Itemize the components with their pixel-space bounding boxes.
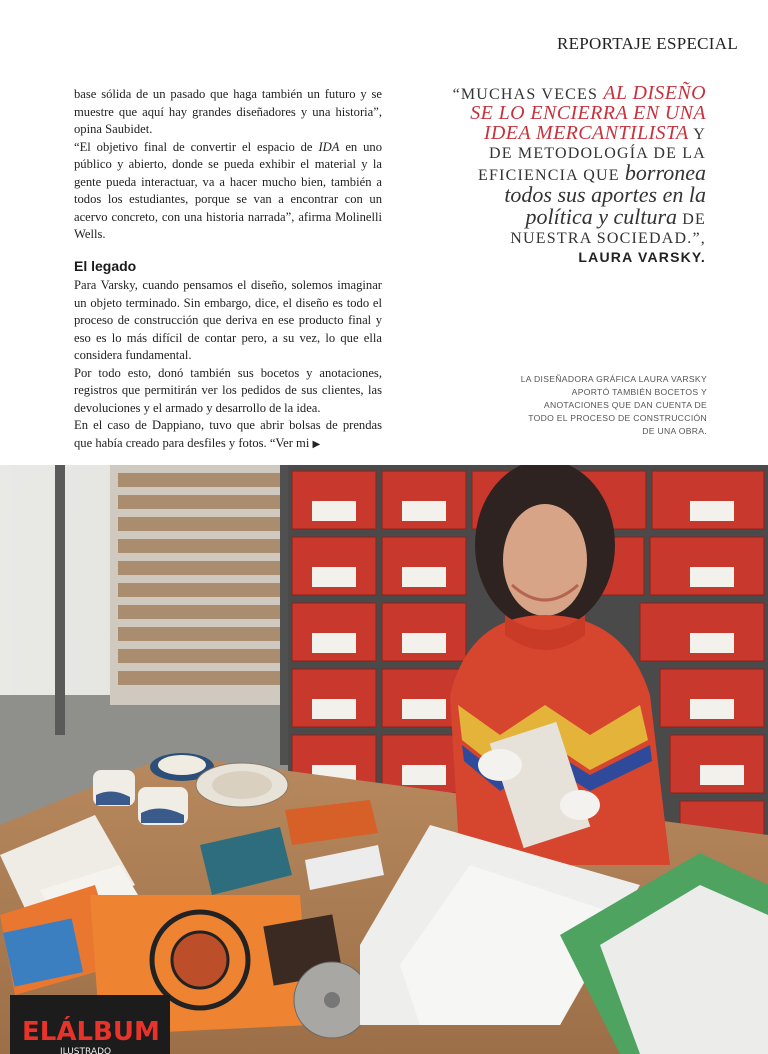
paragraph: base sólida de un pasado que haga también un futuro y se muestre que aquí hay grandes diseñadores y una historia”, opina Saubidet. (74, 87, 382, 136)
article-body (74, 86, 382, 453)
text-run: “El objetivo final de convertir el espacio de (74, 139, 319, 154)
text-run: En el caso de Dappiano, tuvo que abrir bolsas de prendas que había creado para desfiles y fotos. “Ver mi (74, 418, 382, 450)
quote-text: NUESTRA SOCIEDAD.”, (510, 230, 706, 247)
quote-italic: borronea (624, 160, 706, 185)
album-title: ELÁLBUM (22, 1017, 160, 1047)
emphasis: IDA (318, 139, 340, 154)
quote-text: DE (677, 211, 706, 228)
section-subtitle: El legado (74, 257, 137, 274)
quote-italic: política y cultura (525, 204, 678, 229)
quote-highlight: AL DISEÑO (603, 82, 706, 104)
continue-arrow-icon: ▶ (312, 438, 321, 450)
paragraph: Para Varsky, cuando pensamos el diseño, solemos imaginar un objeto terminado. Sin embargo, dice, el diseño es todo el proceso de construcción que deriva en ese producto final y eso es lo más difícil de contar pero, a su vez, lo que ella considera fundamental. (74, 278, 382, 362)
text-run: en uno público y abierto, donde se pueda exhibir el material y la gente pueda interactuar, va a hacer mucho bien, también a todos los estudiantes, porque se van a encontrar con un acervo concreto, con una historia narrada”, afirma Molinelli Wells. (74, 139, 383, 241)
quote-author: LAURA VARSKY. (578, 249, 706, 265)
paragraph (74, 417, 382, 453)
quote-highlight: IDEA MERCANTILISTA (483, 122, 689, 144)
album-subtitle: ILUSTRADO (60, 1047, 112, 1054)
quote-text: “MUCHAS VECES (452, 86, 604, 103)
paragraph: Por todo esto, donó también sus bocetos y anotaciones, registros que permitirán ver los pedidos de sus clientes, las devoluciones y el armado y desarrollo de la idea. (74, 365, 382, 415)
photo (0, 465, 768, 1054)
quote-text: DE METODOLOGÍA DE LA (488, 145, 706, 162)
section-label: REPORTAJE ESPECIAL (556, 34, 738, 53)
quote-italic: todos sus aportes en la (504, 182, 706, 207)
quote-text: EFICIENCIA QUE (478, 167, 625, 184)
pull-quote (428, 84, 706, 267)
quote-highlight: SE LO ENCIERRA EN UNA (470, 102, 706, 124)
paragraph (74, 139, 382, 244)
archive-photo-illustration (0, 465, 768, 1054)
quote-text: Y (688, 126, 706, 143)
photo-caption: LA DISEÑADORA GRÁFICA LAURA VARSKY APORTÓ TAMBIÉN BOCETOS Y ANOTACIONES QUE DAN CUENTA DE TODO EL PROCESO DE CONSTRUCCIÓN DE UNA OBRA. (520, 374, 707, 436)
